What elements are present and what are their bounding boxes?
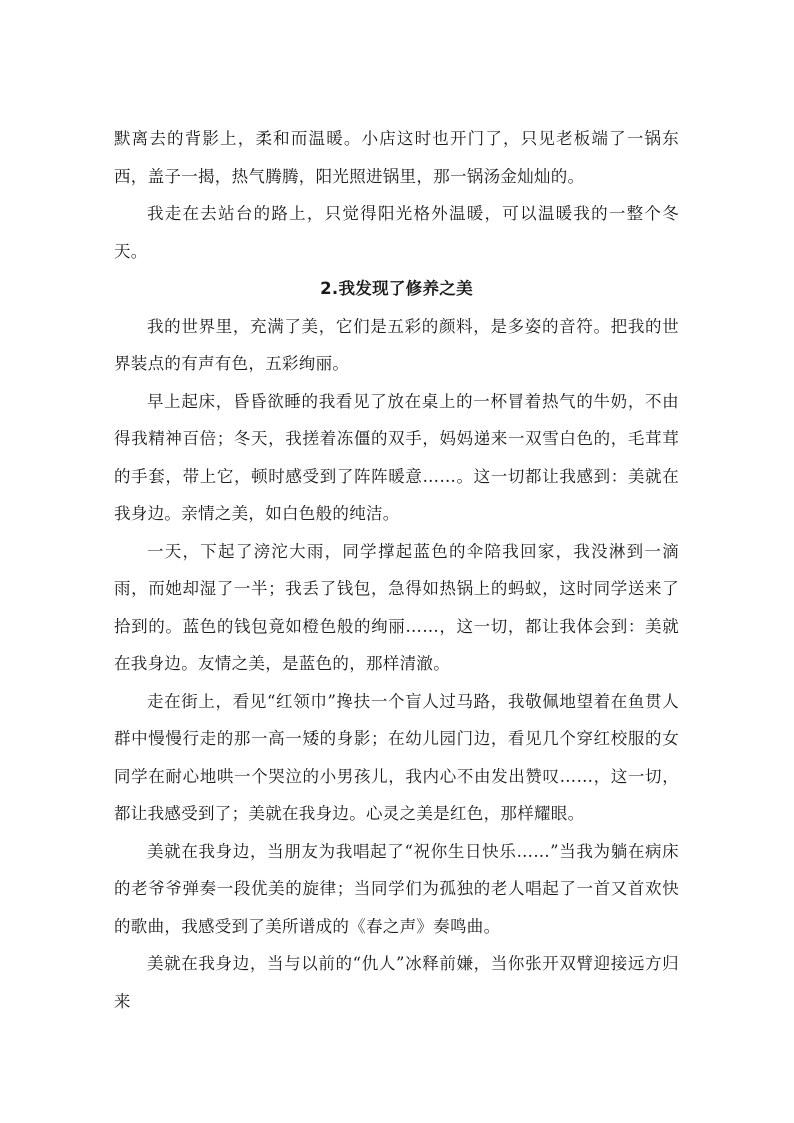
paragraph: 走在街上，看见“红领巾”搀扶一个盲人过马路，我敬佩地望着在鱼贯人群中慢慢行走的那一高一矮的身影；在幼儿园门边，看见几个穿红校服的女同学在耐心地哄一个哭泣的小男孩儿，我内心不由发出赞叹……，这一切，都让我感受到了；美就在我身边。心灵之美是红色，那样耀眼。: [114, 691, 679, 823]
paragraph: 美就在我身边，当朋友为我唱起了“祝你生日快乐……”当我为躺在病床的老爷爷弹奏一段优美的旋律；当同学们为孤独的老人唱起了一首又首欢快的歌曲，我感受到了美所谱成的《春之声》奏鸣曲。: [114, 841, 679, 936]
paragraph: 美就在我身边，当与以前的“仇人”冰释前嫌，当你张开双臂迎接远方归来: [114, 954, 679, 1011]
paragraph: 一天，下起了滂沱大雨，同学撑起蓝色的伞陪我回家，我没淋到一滴雨，而她却湿了一半；我丢了钱包，急得如热锅上的蚂蚁，这时同学送来了拾到的。蓝色的钱包竟如橙色般的绚丽……，这一切，都让我体会到：美就在我身边。友情之美，是蓝色的，那样清澈。: [114, 541, 679, 673]
paragraph: 我的世界里，充满了美，它们是五彩的颜料，是多姿的音符。把我的世界装点的有声有色，五彩绚丽。: [114, 316, 679, 373]
section-title: 2.我发现了修养之美: [320, 279, 473, 298]
paragraph: 我走在去站台的路上，只觉得阳光格外温暖，可以温暖我的一整个冬天。: [114, 204, 679, 261]
paragraph: 早上起床，昏昏欲睡的我看见了放在桌上的一杯冒着热气的牛奶，不由得我精神百倍；冬天，我搓着冻僵的双手，妈妈递来一双雪白色的，毛茸茸的手套，带上它，顿时感受到了阵阵暖意……。这一切都让我感到：美就在我身边。亲情之美，如白色般的纯洁。: [114, 391, 679, 523]
document-body: [114, 120, 679, 1020]
paragraph: 默离去的背影上，柔和而温暖。小店这时也开门了，只见老板端了一锅东西，盖子一揭，热气腾腾，阳光照进锅里，那一锅汤金灿灿的。: [114, 129, 679, 186]
